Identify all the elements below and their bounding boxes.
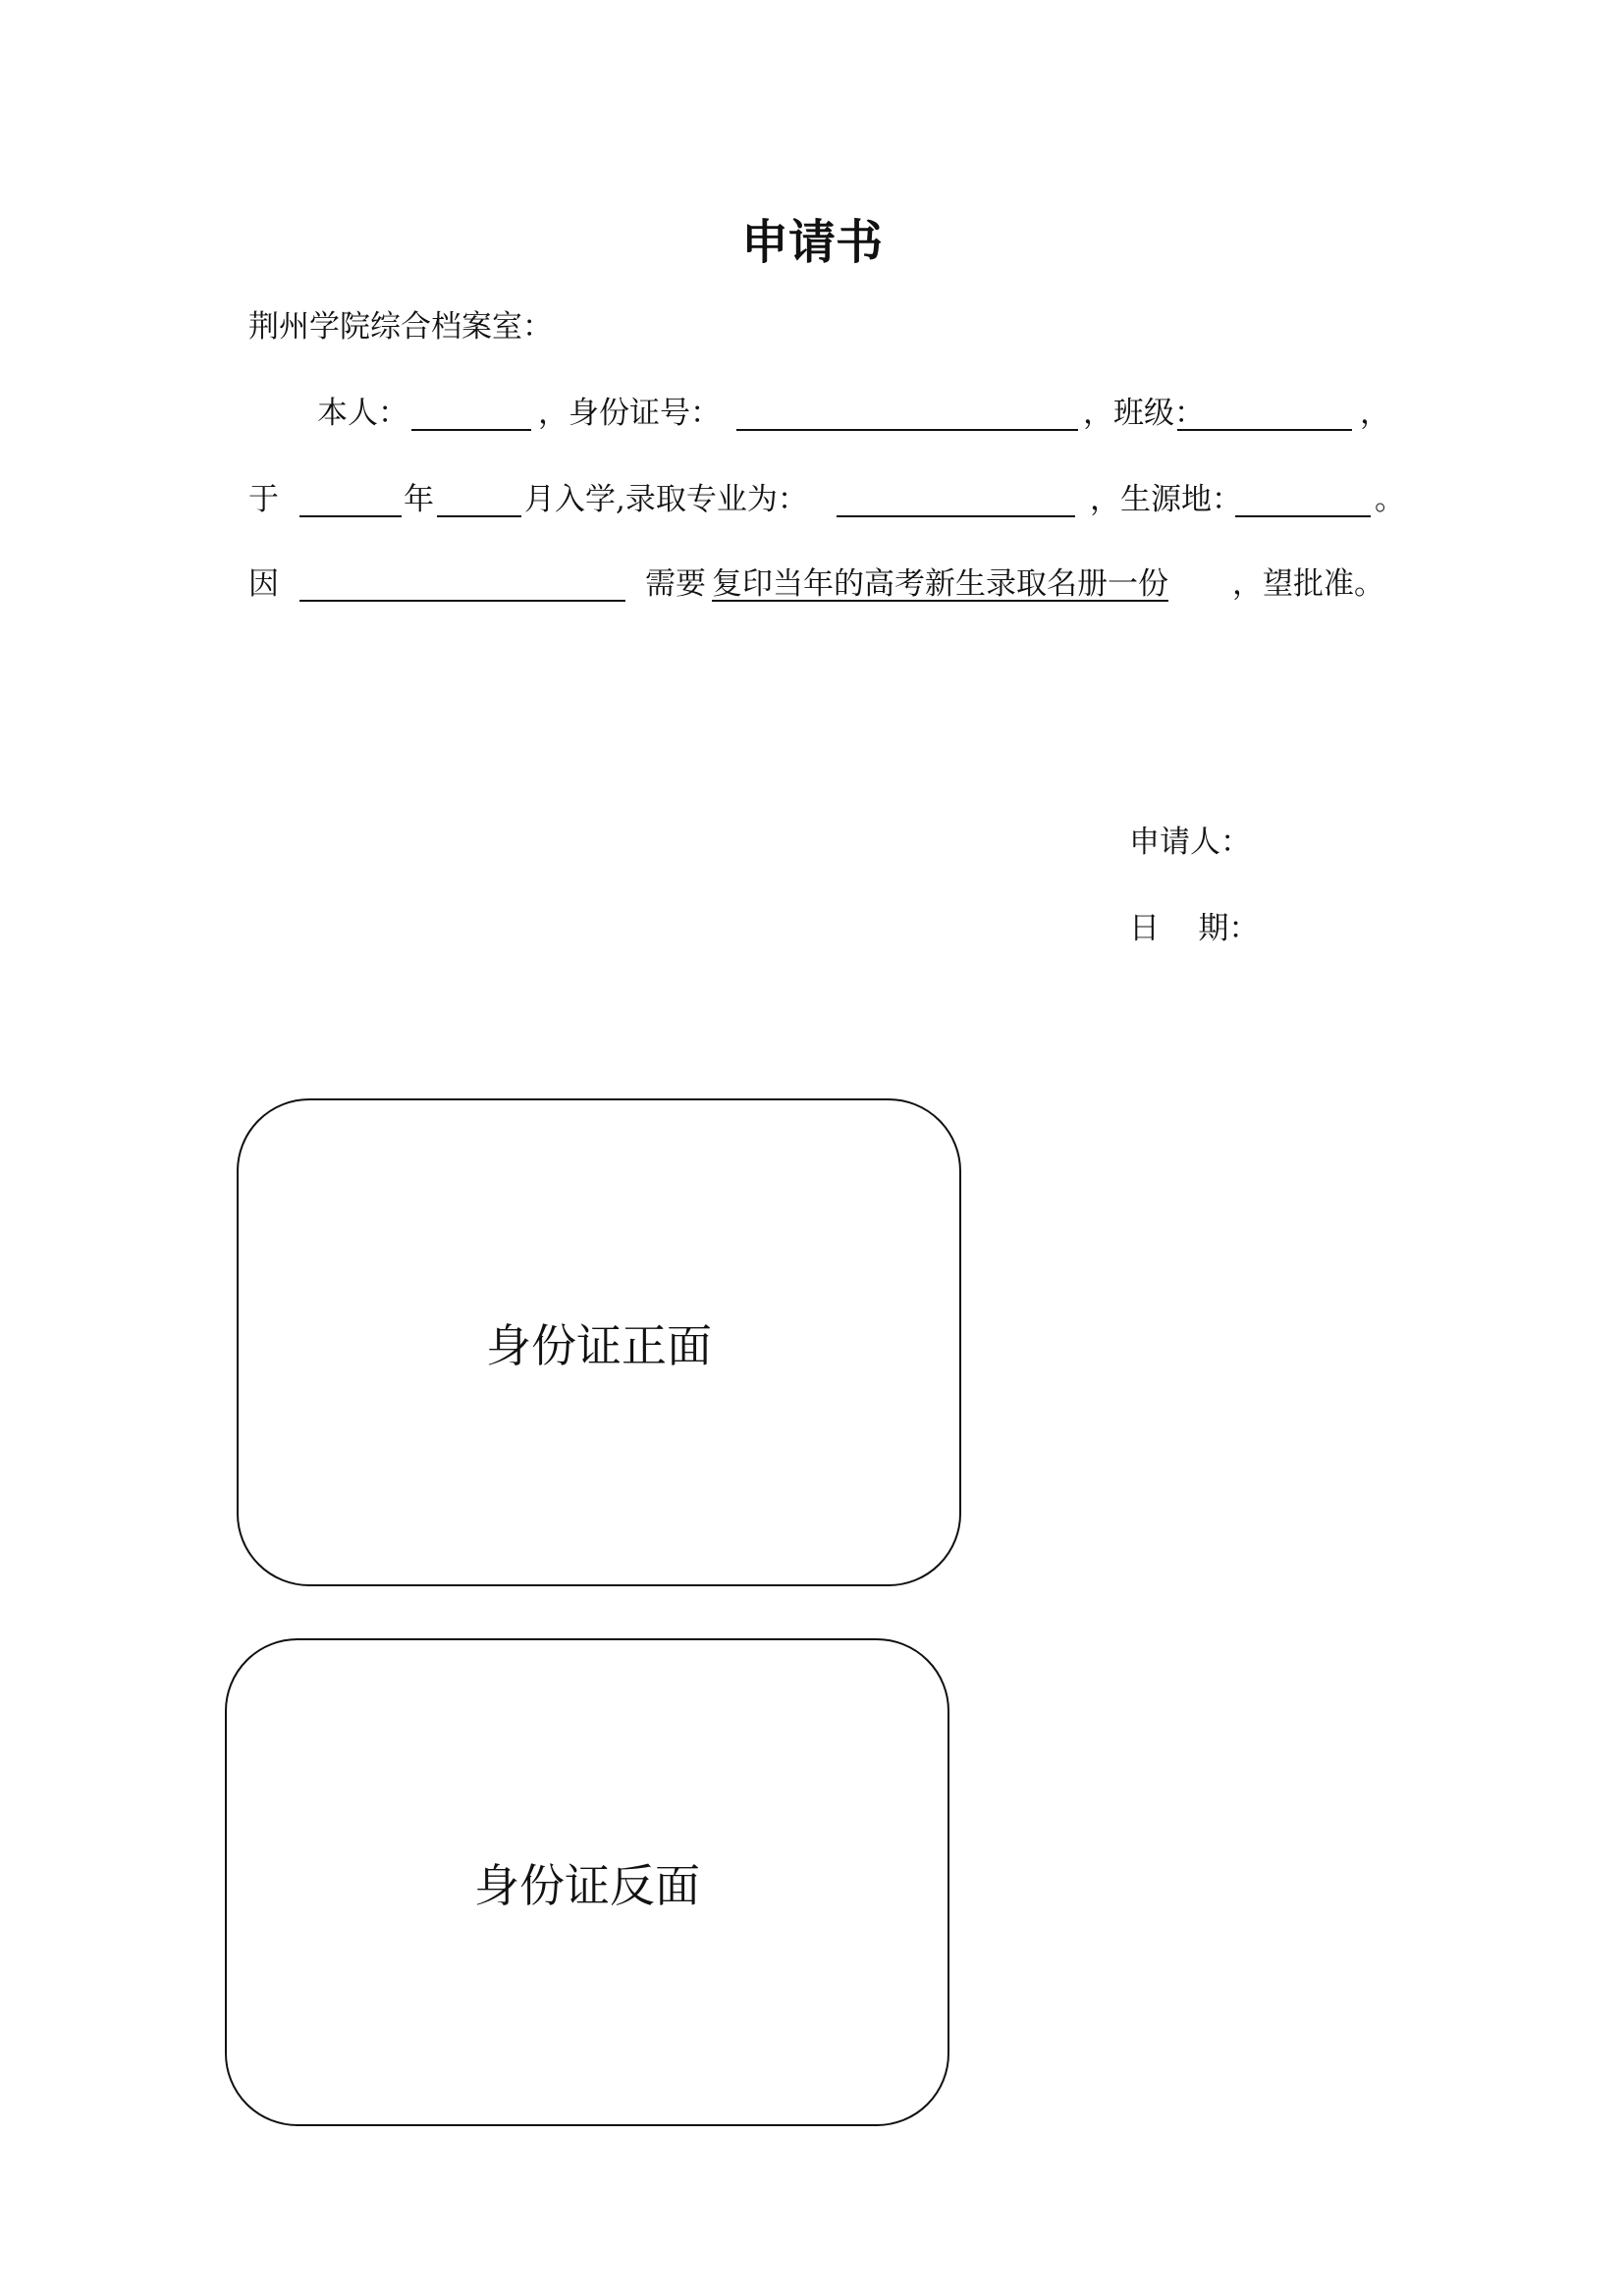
name-label: 本人： bbox=[317, 396, 408, 431]
name-blank[interactable] bbox=[411, 429, 531, 431]
class-blank[interactable] bbox=[1177, 429, 1352, 431]
origin-label: ，生源地： bbox=[1090, 482, 1242, 517]
id-number-blank[interactable] bbox=[736, 429, 1078, 431]
line1-end: ， bbox=[1360, 396, 1390, 431]
line2-end: 。 bbox=[1375, 482, 1405, 517]
origin-blank[interactable] bbox=[1235, 515, 1371, 517]
year-label: 年 bbox=[404, 482, 434, 517]
applicant-label: 申请人： bbox=[1129, 825, 1251, 860]
purpose-text: 复印当年的高考新生录取名册一份 bbox=[712, 566, 1168, 602]
enroll-year-blank[interactable] bbox=[299, 515, 402, 517]
line2-prefix: 于 bbox=[248, 482, 279, 517]
line3-end: ，望批准。 bbox=[1232, 566, 1384, 602]
salutation: 荆州学院综合档案室： bbox=[248, 309, 553, 345]
enroll-month-blank[interactable] bbox=[437, 515, 521, 517]
id-front-label: 身份证正面 bbox=[486, 1318, 712, 1372]
need-label: 需要 bbox=[645, 566, 706, 602]
reason-blank[interactable] bbox=[299, 600, 625, 602]
id-front-box[interactable] bbox=[237, 1098, 961, 1586]
major-blank[interactable] bbox=[837, 515, 1075, 517]
id-number-label: ，身份证号： bbox=[538, 396, 721, 431]
id-back-label: 身份证反面 bbox=[474, 1858, 700, 1912]
month-major-label: 月入学,录取专业为： bbox=[524, 482, 808, 517]
line3-prefix: 因 bbox=[248, 566, 279, 602]
class-label: ，班级： bbox=[1083, 396, 1205, 431]
date-label: 日 期： bbox=[1129, 911, 1260, 946]
id-back-box[interactable] bbox=[225, 1638, 949, 2126]
page-title: 申请书 bbox=[740, 215, 883, 270]
